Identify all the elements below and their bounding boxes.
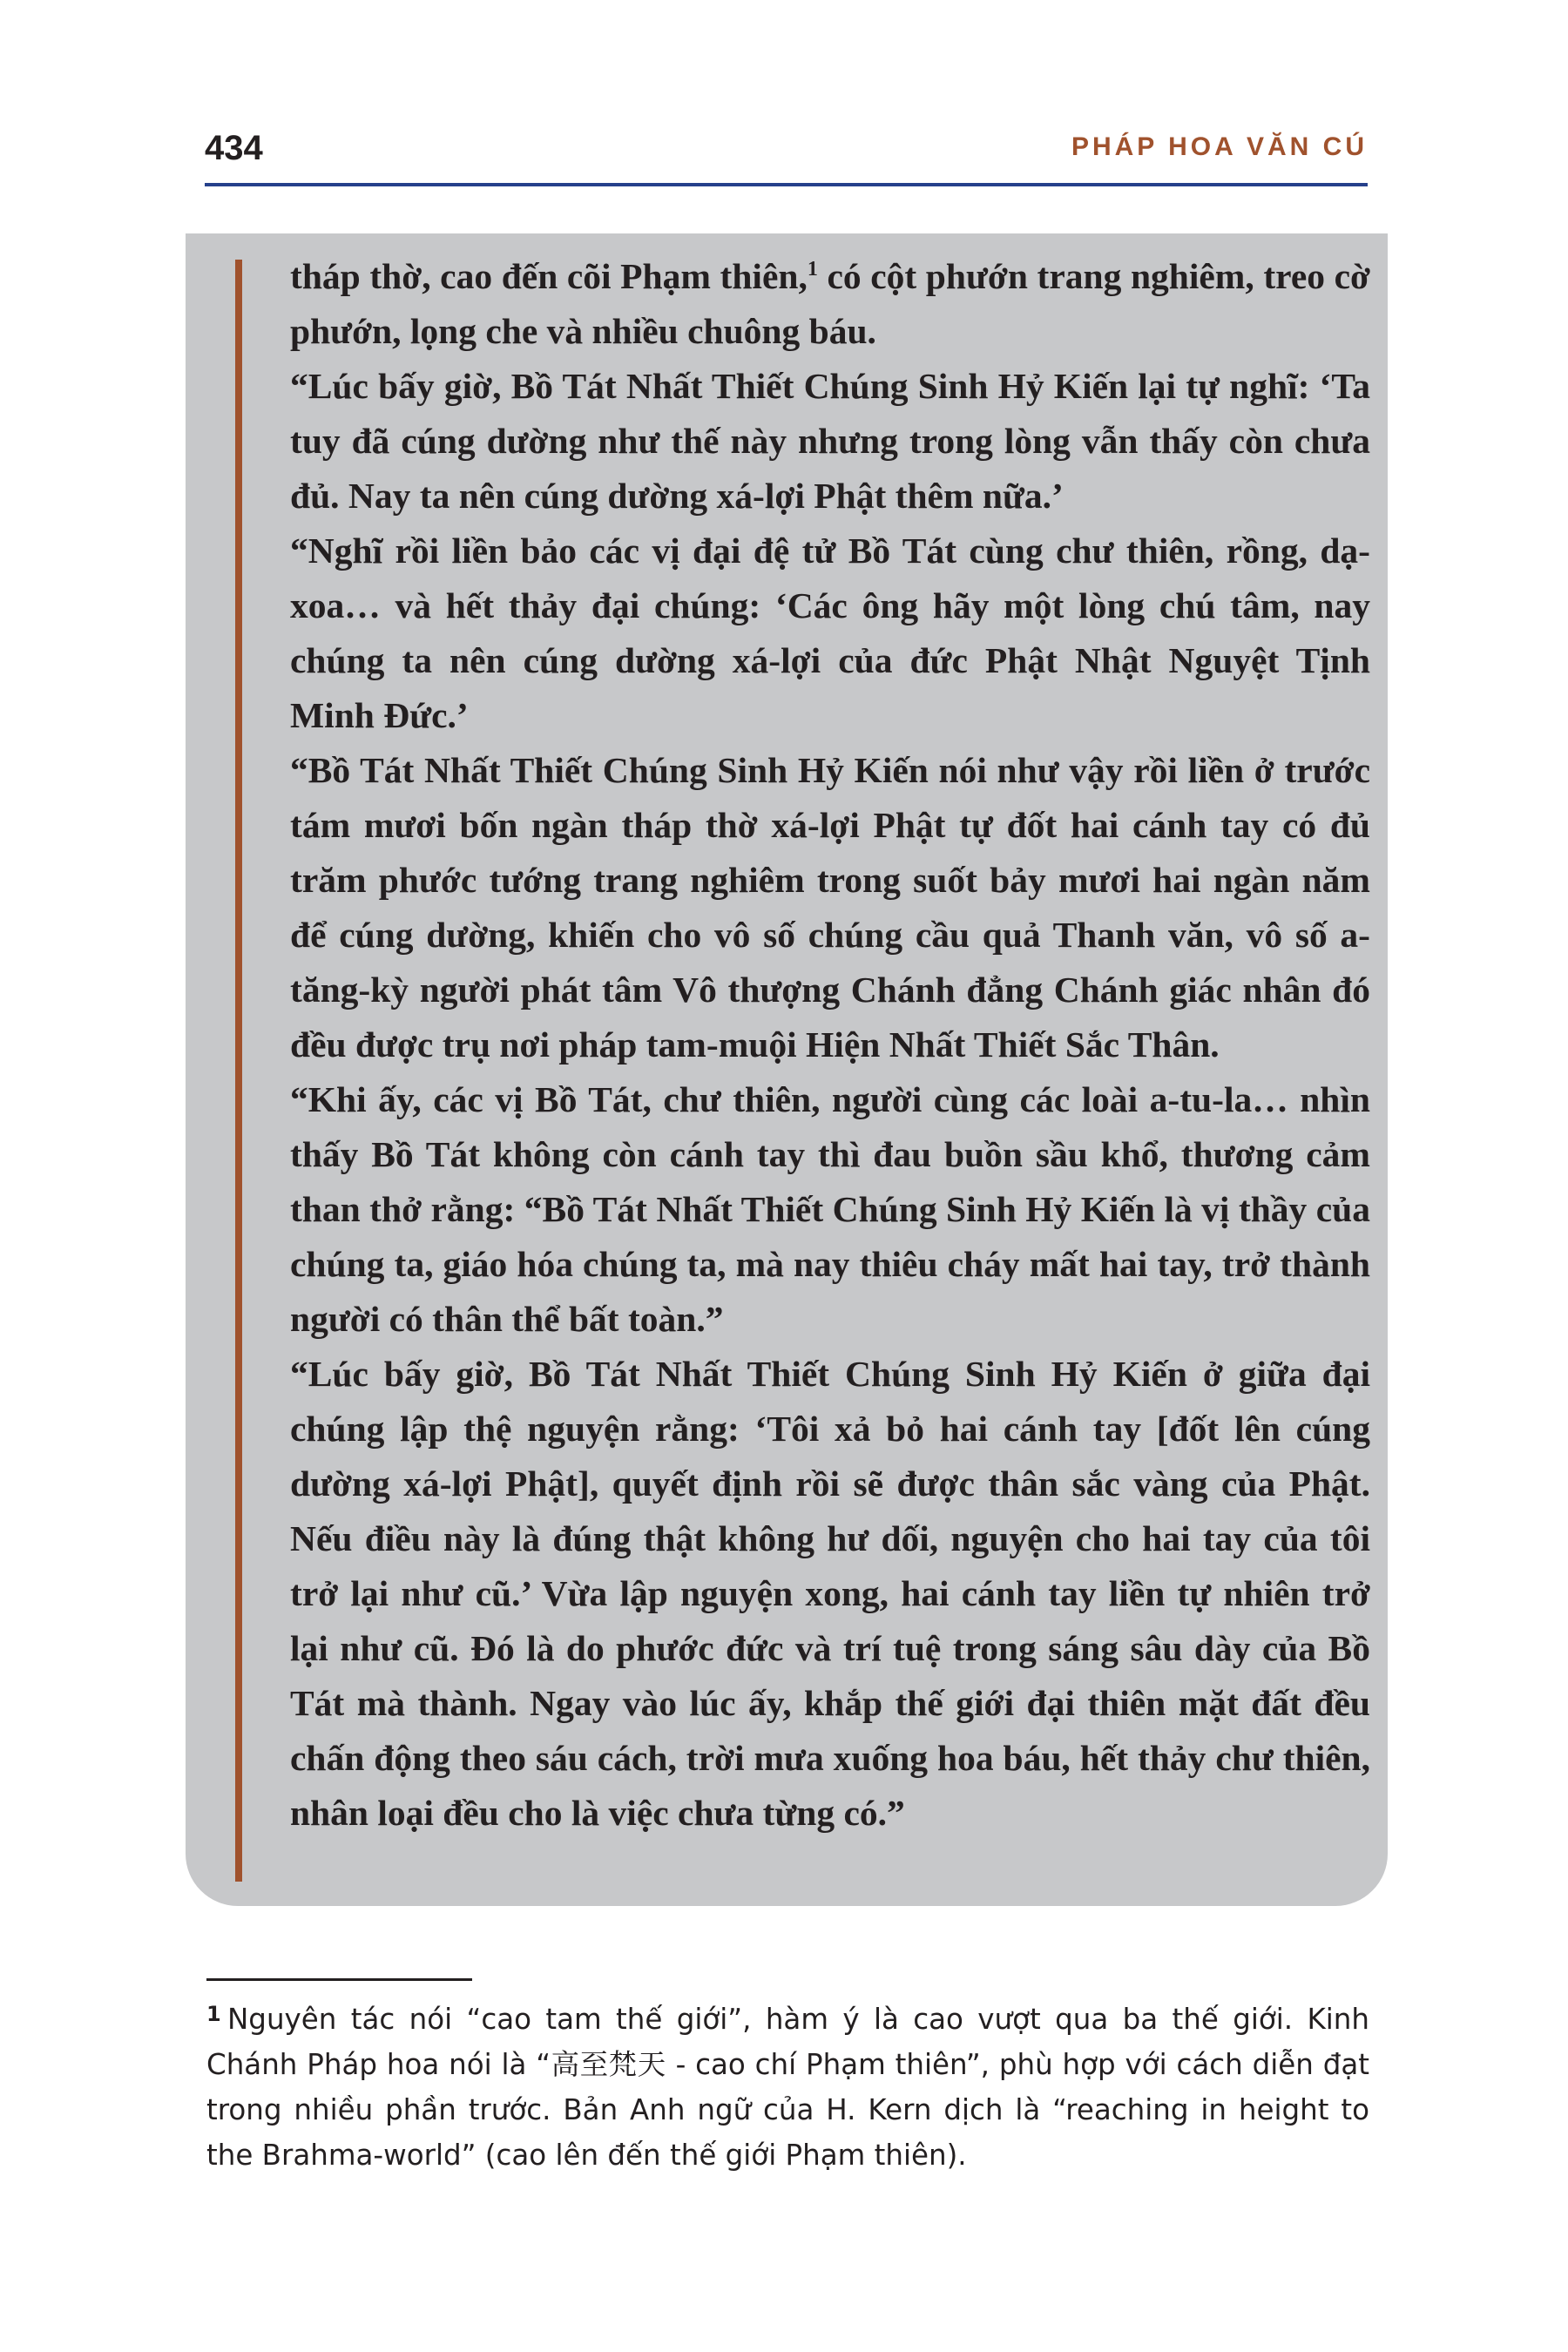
quote-paragraph-5: “Khi ấy, các vị Bồ Tát, chư thiên, người cùng các loài a-tu-la… nhìn thấy Bồ Tát không còn cánh tay thì đau buồn sầu khổ, thương cảm than thở rằng: “Bồ Tát Nhất Thiết Chúng Sinh Hỷ Kiến là vị thầy của chúng ta, giáo hóa chúng ta, mà nay thiêu cháy mất hai tay, trở thành người có thân thể bất toàn.”	[290, 1079, 1370, 1339]
footnote-text: Nguyên tác nói “cao tam thế giới”, hàm ý là cao vượt qua ba thế giới. Kinh Chánh Pháp hoa nói là “高至梵天 - cao chí Phạm thiên”, phù hợp với cách diễn đạt trong nhiều phần trước. Bản Anh ngữ của H. Kern dịch là “reaching in height to the Brahma-world” (cao lên đến thế giới Phạm thiên).	[206, 2003, 1369, 2172]
quote-paragraph-3: “Nghĩ rồi liền bảo các vị đại đệ tử Bồ Tát cùng chư thiên, rồng, dạ-xoa… và hết thảy đại chúng: ‘Các ông hãy một lòng chú tâm, nay chúng ta nên cúng dường xá-lợi của đức Phật Nhật Nguyệt Tịnh Minh Đức.’	[290, 531, 1370, 735]
quote-paragraph-1	[290, 249, 1370, 359]
running-title: PHÁP HOA VĂN CÚ	[1071, 132, 1368, 161]
quote-p1-text: tháp thờ, cao đến cõi Phạm thiên,	[290, 256, 808, 296]
quote-panel	[186, 233, 1388, 1906]
footnote	[206, 1997, 1369, 2178]
quote-text	[290, 249, 1370, 1841]
quote-paragraph-4: “Bồ Tát Nhất Thiết Chúng Sinh Hỷ Kiến nói như vậy rồi liền ở trước tám mươi bốn ngàn tháp thờ xá-lợi Phật tự đốt hai cánh tay có đủ trăm phước tướng trang nghiêm trong suốt bảy mươi hai ngàn năm để cúng dường, khiến cho vô số chúng cầu quả Thanh văn, vô số a-tăng-kỳ người phát tâm Vô thượng Chánh đẳng Chánh giác nhân đó đều được trụ nơi pháp tam-muội Hiện Nhất Thiết Sắc Thân.	[290, 750, 1370, 1064]
quote-accent-bar	[235, 260, 242, 1882]
footnote-number: 1	[206, 2002, 221, 2026]
footnote-separator	[206, 1978, 472, 1981]
page-number: 434	[205, 129, 263, 167]
quote-paragraph-6: “Lúc bấy giờ, Bồ Tát Nhất Thiết Chúng Sinh Hỷ Kiến ở giữa đại chúng lập thệ nguyện rằng: ‘Tôi xả bỏ hai cánh tay [đốt lên cúng dường xá-lợi Phật], quyết định rồi sẽ được thân sắc vàng của Phật. Nếu điều này là đúng thật không hư dối, nguyện cho hai tay của tôi trở lại như cũ.’ Vừa lập nguyện xong, hai cánh tay liền tự nhiên trở lại như cũ. Đó là do phước đức và trí tuệ trong sáng sâu dày của Bồ Tát mà thành. Ngay vào lúc ấy, khắp thế giới đại thiên mặt đất đều chấn động theo sáu cách, trời mưa xuống hoa báu, hết thảy chư thiên, nhân loại đều cho là việc chưa từng có.”	[290, 1354, 1370, 1833]
page-header	[205, 122, 1368, 186]
footnote-reference[interactable]: 1	[807, 258, 818, 281]
quote-paragraph-2: “Lúc bấy giờ, Bồ Tát Nhất Thiết Chúng Sinh Hỷ Kiến lại tự nghĩ: ‘Ta tuy đã cúng dường như thế này nhưng trong lòng vẫn thấy còn chưa đủ. Nay ta nên cúng dường xá-lợi Phật thêm nữa.’	[290, 366, 1370, 516]
quote-p1-text-cont: có cột phướn trang nghiêm, treo cờ phướn, lọng che và nhiều chuông báu.	[290, 256, 1370, 351]
